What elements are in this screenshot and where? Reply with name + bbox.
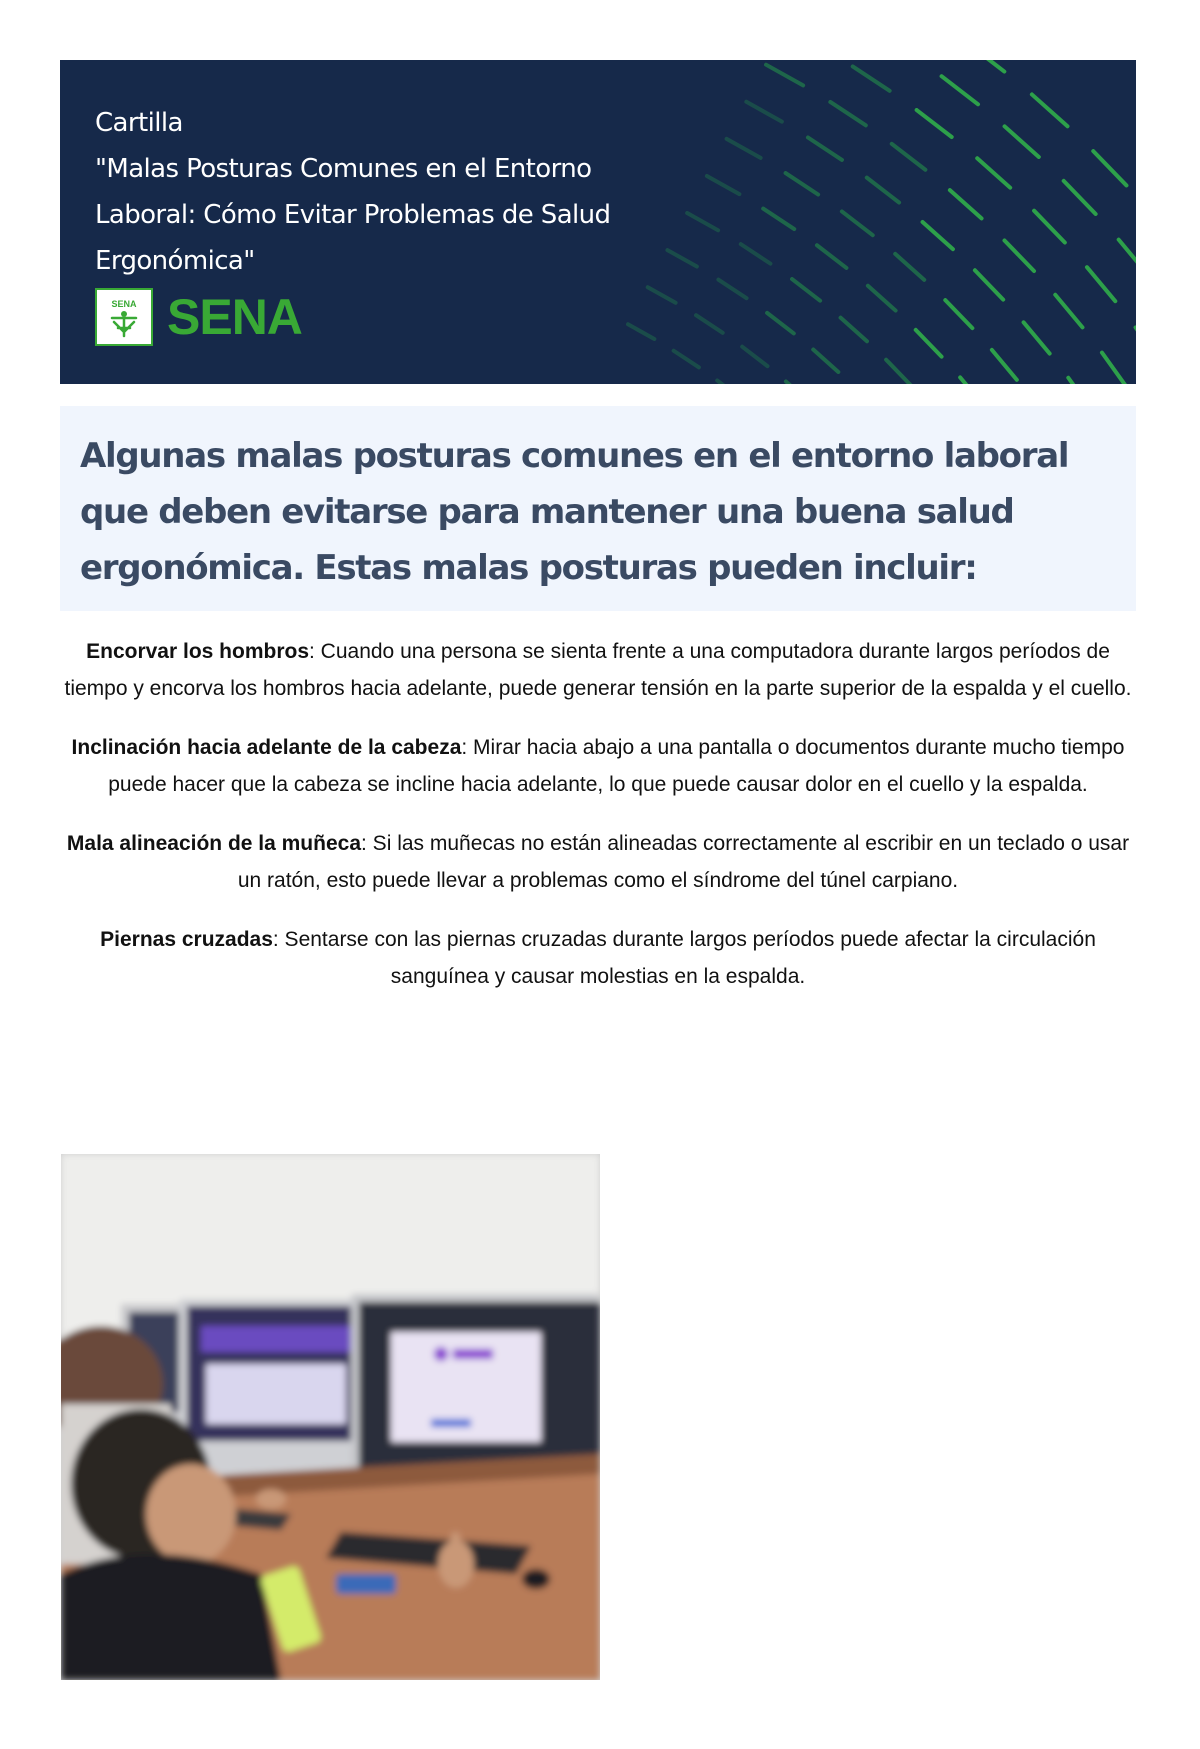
postures-list xyxy=(60,633,1136,1017)
sena-emblem-text: SENA xyxy=(111,299,137,309)
posture-description: : Cuando una persona se sienta frente a una computadora durante largos períodos de tiempo y encorva los hombros hacia adelante, puede generar tensión en la parte superior de la espalda y el cuello. xyxy=(64,640,1132,700)
posture-title: Encorvar los hombros xyxy=(86,640,309,663)
sena-logo-text: SENA xyxy=(167,289,302,345)
posture-item xyxy=(60,921,1136,995)
banner-title xyxy=(95,100,610,284)
banner-title-line: "Malas Posturas Comunes en el Entorno xyxy=(95,154,592,184)
posture-description: : Mirar hacia abajo a una pantalla o documentos durante mucho tiempo puede hacer que la cabeza se incline hacia adelante, lo que puede causar dolor en el cuello y la espalda. xyxy=(108,736,1125,796)
posture-item xyxy=(60,729,1136,803)
banner-title-line: Laboral: Cómo Evitar Problemas de Salud xyxy=(95,200,611,230)
sena-emblem-icon xyxy=(95,288,153,346)
posture-item xyxy=(60,633,1136,707)
posture-item xyxy=(60,825,1136,899)
posture-title: Mala alineación de la muñeca xyxy=(66,832,362,855)
sena-logo xyxy=(95,288,302,346)
posture-description: : Sentarse con las piernas cruzadas durante largos períodos puede afectar la circulación sanguínea y causar molestias en la espalda. xyxy=(272,928,1096,988)
banner-title-line: Cartilla xyxy=(95,108,183,138)
posture-title: Piernas cruzadas xyxy=(100,928,273,951)
posture-description: : Si las muñecas no están alineadas correctamente al escribir en un teclado o usar un ratón, esto puede llevar a problemas como el síndrome del túnel carpiano. xyxy=(237,832,1130,892)
posture-title: Inclinación hacia adelante de la cabeza xyxy=(71,736,462,759)
intro-box xyxy=(60,406,1136,611)
header-banner xyxy=(60,60,1136,384)
classroom-photo xyxy=(61,1154,600,1680)
intro-heading: Algunas malas posturas comunes en el entorno laboral que deben evitarse para mantener una buena salud ergonómica. Estas malas posturas pueden incluir: xyxy=(80,436,1069,588)
banner-title-line: Ergonómica" xyxy=(95,246,255,276)
